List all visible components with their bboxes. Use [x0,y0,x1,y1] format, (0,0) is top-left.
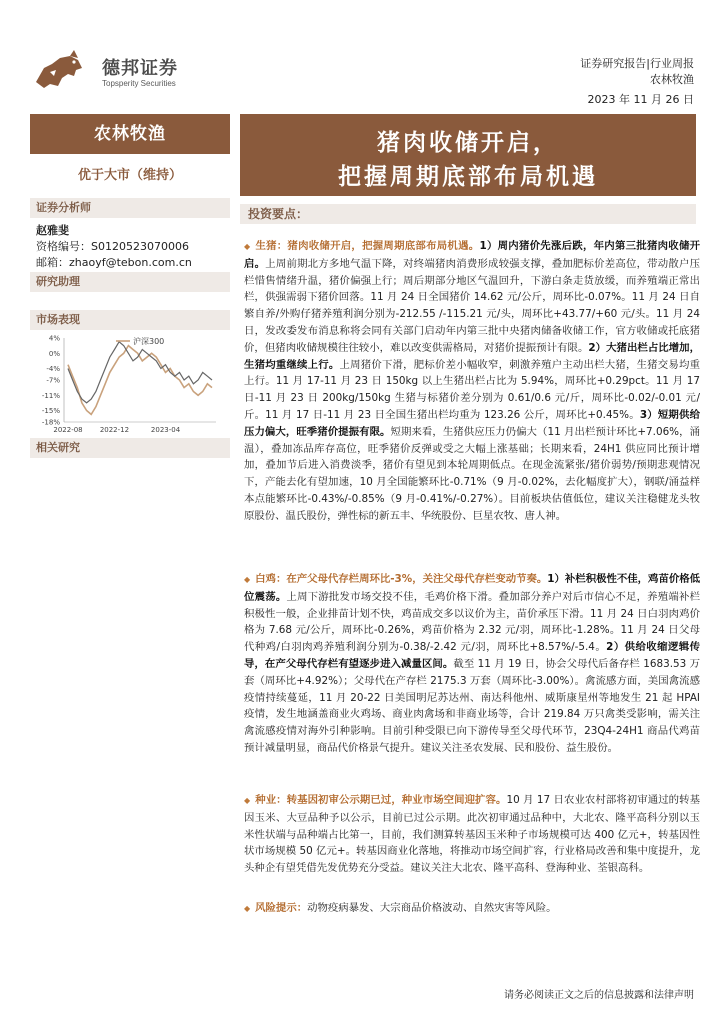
bullet-icon: ◆ [244,796,251,805]
paragraph-heading: 风险提示： [255,902,308,914]
point-heading: 1）周内猪价先涨后跌，年内第三批猪肉收储开启。 [244,240,700,270]
point-text: 上周下游批发市场交投不佳，毛鸡价格下滑。叠加部分养户对后市信心不足，养殖端补栏积极性一般，企业排苗计划不快，鸡苗成交多以议价为主，苗价承压下滑。11 月 24 日白羽肉鸡价格为 7.68 元/公斤，周环比-0.26%，鸡苗价格为 2.32 元/羽，周环比-1.28%。11 月 24 日父母代种鸡/白羽肉鸡养殖利润分别为-0.38/-2.42 元/羽，周环比+8.57%/-5.4。 [244,590,701,654]
chart-y-tick-label: -4% [46,365,60,374]
chart-legend-label: 沪深300 [133,337,165,346]
header-sector: 农林牧渔 [650,73,694,86]
paragraph-hog [244,238,700,525]
point-text: 上周猪价下滑，肥标价差小幅收窄，刺激养殖户主动出栏大猪，生猪交易均重上行。11 月 17-11 月 23 日 150kg 以上生猪出栏占比为 5.94%，周环比+0.29pct。11 月 17 日-11 月 23 日 200kg/150kg 生猪与标猪价差分别为 0.61/0.6 元/斤，周环比-0.02/-0.01 元/斤。11 月 17 日-11 月 23 日全国生猪出栏均重为 123.26 公斤，周环比+0.45%。 [244,358,701,421]
chart-y-tick-label: 4% [48,334,60,343]
chart-y-tick-label: -11% [41,391,60,400]
assistant-section-header: 研究助理 [30,272,230,292]
title-line-1: 猪肉收储开启， [377,130,559,156]
logo-chinese-name: 德邦证券 [102,58,178,79]
chart-series-line-2 [68,342,212,403]
paragraph-seed [244,792,700,877]
bullet-icon: ◆ [244,904,251,913]
point-heading: 2）供给收缩逻辑传导，在产父母代存栏有望逐步进入减量区间。 [244,641,700,670]
report-date: 2023 年 11 月 26 日 [587,93,694,106]
bullet-icon: ◆ [244,242,251,251]
chart-y-tick-label: -7% [46,376,60,385]
logo-english-name: Topsperity Securities [102,79,176,88]
chart-x-tick-label: 2022-12 [99,426,130,434]
related-section-header: 相关研究 [30,438,230,458]
point-text: 短期来看，生猪供应压力仍偏大（11 月出栏预计环比+7.06%，涌温），叠加冻品库存高位，旺季猪价反弹或受之大幅上涨基础；长期来看，24H1 供应同比预计增加，叠加节后进入消费淡季，猪价有望见到本轮周期低点。在现金流紧张/猪价弱势/预期悲观情况下，产能去化有望加速，10 月全国能繁环比-0.71%（9 月-0.02%，去化幅度扩大），钢联/涌益样本点能繁环比-0.43%/-0.85%（9 月-0.41%/-0.27%）。目前板块估值低位，建议关注稳健龙头牧原股份、温氏股份，弹性标的新五丰、华统股份、巨星农牧、唐人神。 [244,425,700,522]
sector-box: 农林牧渔 [30,114,230,154]
analyst-cert: 资格编号：S0120523070006 [36,240,189,253]
chart-y-tick-label: -18% [41,418,60,427]
bullet-icon: ◆ [244,575,251,584]
title-line-2: 把握周期底部布局机遇 [338,164,598,190]
point-text: 10 月 17 日农业农村部将初审通过的转基因玉米、大豆品种予以公示，目前已过公示期。此次初审通过品种中，大北农、隆平高科分别以玉米性状端与品种端占比第一，目前，我们测算转基因玉米种子市场规模可达 400 亿元+，转基因性状市场规模 50 亿元+。转基因商业化落地，将推动市场空间扩容，行业格局改善和集中度提升，龙头种企有望凭借先发优势充分受益。建议关注大北农、隆平高科、登海种业、荃银高科。 [244,794,700,875]
investment-points-header: 投资要点： [240,204,696,224]
point-text: 截至 11 月 19 日，协会父母代后备存栏 1683.53 万套（周环比+4.92%）；父母代在产存栏 2175.3 万套（周环比-3.00%）。禽流感方面，美国禽流感疫情持续蔓延，11 月 20-22 日美国明尼苏达州、南达科他州、威斯康星州等地发生 21 起 HPAI 疫情，发生地涵盖商业火鸡场、商业肉禽场和非商业场等，合计 219.84 万只禽类受影响，需关注禽流感疫情对海外引种影响。目前引种受限已向下游传导至父母代环节，23Q4-24H1 商品代鸡苗预计减量明显，商品代价格景气提升。建议关注圣农发展、民和股份、益生股份。 [244,657,700,754]
point-text: 动物疫病暴发、大宗商品价格波动、自然灾害等风险。 [307,902,557,914]
company-logo [30,48,200,96]
point-heading: 2）大猪出栏占比增加，生猪均重继续上行。 [244,341,700,371]
paragraph-heading: 种业：转基因初审公示期已过，种业市场空间迎扩容。 [255,794,507,806]
paragraph-heading: 生猪：猪肉收储开启，把握周期底部布局机遇。 [255,240,480,252]
report-type: 证券研究报告|行业周报 [580,57,694,70]
market-performance-chart [30,330,230,440]
point-heading: 3）短期供给压力偏大，旺季猪价提振有限。 [244,408,700,438]
analyst-name: 赵雅斐 [36,224,69,237]
chart-x-tick-label: 2023-04 [150,426,181,434]
analyst-email: 邮箱：zhaoyf@tebon.com.cn [36,256,192,269]
chart-y-tick-label: 0% [48,349,60,358]
tiger-logo-icon [30,48,92,92]
paragraph-broiler [244,571,700,757]
footer-disclaimer: 请务必阅读正文之后的信息披露和法律声明 [504,990,694,1001]
paragraph-risk [244,900,700,918]
analyst-section-header: 证券分析师 [30,198,230,218]
market-section-header: 市场表现 [30,310,230,330]
point-text: 上周前期北方多地气温下降，对终端猪肉消费形成较强支撑，叠加肥标价差高位，带动散户压栏惜售情绪升温，猪价偏强上行；周后期部分地区气温回升，下游白条走货放缓，而养殖端正常出栏，供强需弱下猪价回落。11 月 24 日全国猪价 14.62 元/公斤，周环比-0.07%。11 月 24 日自繁自养/外购仔猪养殖利润分别为-212.55 /-115.21 元/头，周环比+43.77/+60 元/头。11 月 24 日，发改委发布消息称将会同有关部门启动年内第三批中央猪肉储备收储工作，官方收储或托底猪价，但猪肉收储规模往往较小，难以改变供需格局，对猪价提振预计有限。 [244,257,701,354]
chart-y-tick-label: -15% [41,407,60,416]
title-box [240,114,696,196]
chart-x-tick-label: 2022-08 [53,426,83,434]
rating: 优于大市（维持） [77,168,182,183]
point-heading: 1）补栏积极性不佳，鸡苗价格低位震荡。 [244,573,701,603]
paragraph-heading: 白鸡：在产父母代存栏周环比-3%，关注父母代存栏变动节奏。 [255,573,548,585]
